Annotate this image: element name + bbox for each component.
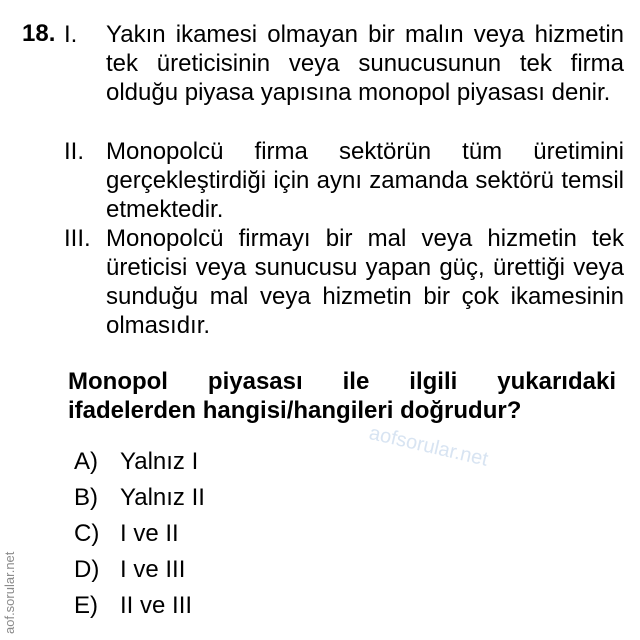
- statement-2-numeral: II.: [64, 138, 85, 165]
- option-b-letter: B): [74, 484, 98, 511]
- option-d-text: I ve III: [120, 556, 186, 583]
- statement-2-text: Monopolcü firma sektörün tüm üretimini gerçekleştirdiği için aynı zamanda sektörü temsil etmektedir.: [106, 138, 624, 223]
- option-e-letter: E): [74, 592, 98, 619]
- watermark-side: aof.sorular.net: [2, 551, 17, 634]
- statement-3: [64, 224, 624, 340]
- option-c[interactable]: [74, 520, 179, 548]
- option-b-text: Yalnız II: [120, 484, 205, 511]
- option-d-letter: D): [74, 556, 100, 583]
- option-a-text: Yalnız I: [120, 448, 199, 475]
- option-e[interactable]: [74, 592, 192, 620]
- question-number: 18.: [22, 20, 56, 47]
- option-c-letter: C): [74, 520, 100, 547]
- statement-2: [64, 137, 624, 224]
- option-b[interactable]: [74, 484, 205, 512]
- statement-1-text: Yakın ikamesi olmayan bir malın veya hizmetin tek üreticisinin veya sunucusunun tek firma olduğu piyasa yapısına monopol piyasası denir.: [106, 21, 624, 106]
- statement-3-numeral: III.: [64, 225, 91, 252]
- statement-1: [64, 20, 624, 107]
- statement-1-numeral: I.: [64, 21, 78, 48]
- option-a[interactable]: [74, 448, 198, 476]
- statement-3-text: Monopolcü firmayı bir mal veya hizmetin tek üreticisi veya sunucusu yapan güç, ürettiği veya sunduğu mal veya hizmetin bir çok ikamesinin olmasıdır.: [106, 225, 624, 339]
- option-d[interactable]: [74, 556, 185, 584]
- option-c-text: I ve II: [120, 520, 179, 547]
- watermark-center: aofsorular.net: [367, 422, 491, 471]
- option-e-text: II ve III: [120, 592, 193, 619]
- question-prompt: Monopol piyasası ile ilgili yukarıdaki ifadelerden hangisi/hangileri doğrudur?: [68, 368, 616, 424]
- option-a-letter: A): [74, 448, 98, 475]
